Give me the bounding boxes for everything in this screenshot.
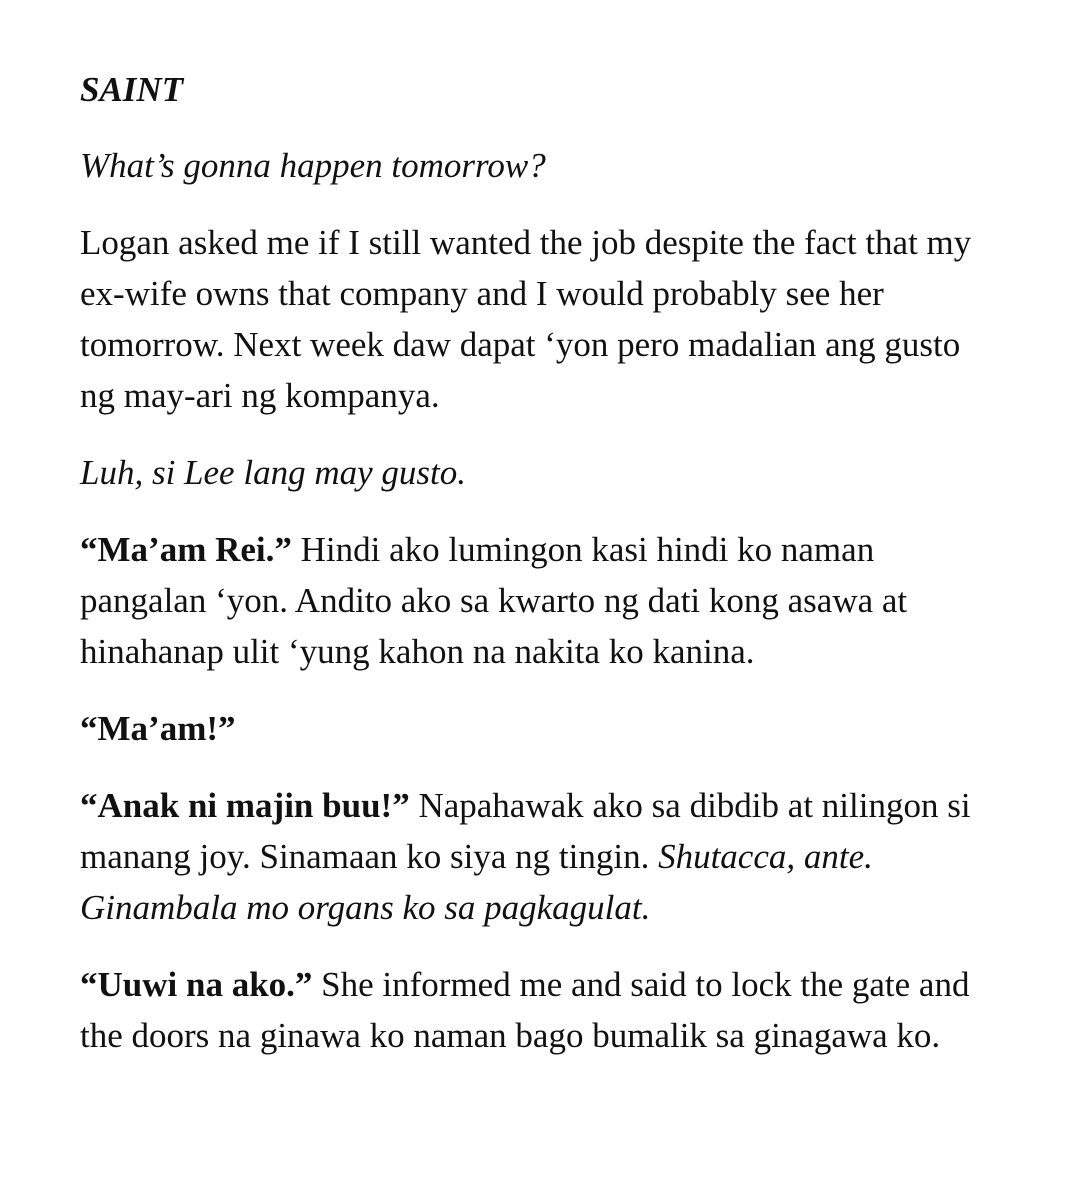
thought-text: Luh, si Lee lang may gusto. <box>80 453 466 492</box>
maam-rei-paragraph <box>80 524 1002 677</box>
dialogue-text: “Ma’am!” <box>80 709 236 748</box>
narration-text: Logan asked me if I still wanted the job despite the fact that my ex-wife owns that company and I would probably see her tomorrow. Next week daw dapat ‘yon pero madalian ang gusto ng may-ari ng kompanya. <box>80 223 972 415</box>
maam-dialogue <box>80 703 1002 754</box>
chapter-heading: SAINT <box>80 70 184 109</box>
thought-lee <box>80 447 1002 498</box>
narration-text: Hindi ako lumingon kasi hindi ko naman pangalan ‘yon. Andito ako sa kwarto ng dati kong asawa at hinahanap ulit ‘yung kahon na nakita ko kanina. <box>80 530 908 671</box>
dialogue-text: “Ma’am Rei.” <box>80 530 292 569</box>
thought-tomorrow <box>80 140 1002 191</box>
paragraph-list <box>80 140 1002 1061</box>
uuwi-paragraph <box>80 959 1002 1061</box>
dialogue-text: “Uuwi na ako.” <box>80 965 313 1004</box>
narration-text: Napahawak ako sa dibdib at nilingon si manang joy. Sinamaan ko siya ng tingin. <box>80 786 971 876</box>
thought-text: Shutacca, ante. Ginambala mo organs ko sa pagkagulat. <box>80 837 873 927</box>
thought-text: What’s gonna happen tomorrow? <box>80 146 546 185</box>
narration-text: She informed me and said to lock the gate and the doors na ginawa ko naman bago bumalik sa ginagawa ko. <box>80 965 970 1055</box>
dialogue-text: “Anak ni majin buu!” <box>80 786 410 825</box>
logan-job-paragraph <box>80 217 1002 421</box>
majin-buu-paragraph <box>80 780 1002 933</box>
